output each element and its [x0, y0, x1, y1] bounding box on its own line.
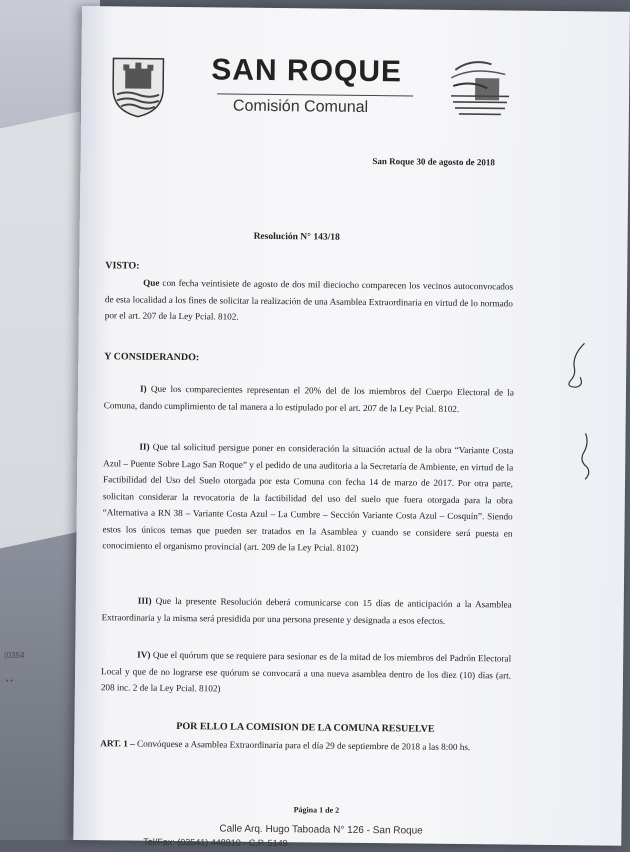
lake-landscape-icon: [447, 56, 514, 119]
resuelve-heading: POR ELLO LA COMISION DE LA COMUNA RESUELVE: [176, 721, 435, 735]
document-page: [73, 6, 630, 849]
brand-subtitle: Comisión Comunal: [232, 97, 369, 117]
article-label: ART. 1 –: [100, 738, 135, 749]
footer-phone: Tel/Fax: (03541) 448810 - C.P. 5149: [143, 836, 288, 849]
brand-divider: [217, 93, 413, 96]
background-paper-sheet: [0, 111, 80, 548]
article-1: [100, 735, 510, 756]
resolution-title: Resolución N° 143/18: [253, 231, 340, 243]
footer-address: Calle Arq. Hugo Taboada N° 126 - San Roque: [219, 823, 423, 837]
item-number: II): [139, 441, 150, 452]
visto-lead: Que: [143, 277, 160, 288]
item-text: Que la presente Resolución deberá comunicarse con 15 días de anticipación a la Asamblea Extraordinaria y la misma será presidida por una persona presente y designada a esos efectos.: [101, 595, 512, 626]
coat-of-arms-icon: [107, 54, 170, 119]
document-date: San Roque 30 de agosto de 2018: [372, 156, 495, 168]
considerando-item: [104, 380, 514, 417]
item-number: IV): [137, 649, 151, 660]
item-text: Que tal solicitud persigue poner en consideración la situación actual de la obra “Variante Costa Azul – Puente Sobre Lago San Roque” y el pedido de una auditoria a la Secretaría de Ambiente, en virtud de la Factibilidad del Uso del Suelo otorgada por esta Comuna con fecha 14 de marzo de 2017. Por otra parte, solicitan considerar la revocatoria de la factibilidad del uso del suelo que fuera otorgada para la obra “Alternativa a RN 38 – Variante Costa Azul – La Cumbre – Sección Variante Costa Azul – Cosquín”. Siendo estos los únicos temas que pueden ser tratados en la Asamblea y cuando se considere será puesta en conocimiento el organismo provincial (art. 209 de la Ley Pcial. 8102): [102, 441, 514, 553]
item-number: I): [139, 383, 147, 394]
item-text: Que los comparecientes representan el 20% del de los miembros del Cuerpo Electoral de la Comuna, dando cumplimiento de tal manera a lo estipulado por el art. 207 de la Ley Pcial. 8102.: [103, 383, 515, 414]
item-text: Que el quórum que se requiere para sesionar es de la mitad de los miembros del Padrón Electoral Local y que de no lograrse ese quórum se convocará a una nueva asamblea dentro de los diez (10) días (art. 208 inc. 2 de la Ley Pcial. 8102): [100, 649, 512, 694]
handwritten-mark: [564, 341, 595, 391]
considerando-item: [101, 646, 511, 700]
considerando-heading: Y CONSIDERANDO:: [104, 351, 200, 364]
background-stamp-text: (0354: [4, 651, 25, 660]
considerando-item: [102, 592, 512, 629]
article-text: Convóquese a Asamblea Extraordinaria para el día 29 de septiembre de 2018 a las 8:00 hs.: [134, 738, 471, 753]
visto-text: con fecha veintisiete de agosto de dos mil dieciocho comparecen los vecinos autoconvocados de esta localidad a los fines de solicitar la realización de una Asamblea Extraordinaria en virtud de lo normado por el art. 207 de la Ley Pcial. 8102.: [104, 277, 514, 322]
handwritten-mark: [575, 431, 596, 481]
page-number: Página 1 de 2: [293, 805, 340, 815]
considerando-item: [102, 438, 513, 558]
brand-title: SAN ROQUE: [211, 53, 403, 89]
background-stamp-dots: • •: [6, 678, 13, 685]
item-number: III): [137, 595, 152, 606]
visto-heading: VISTO:: [105, 260, 140, 272]
visto-paragraph: [105, 274, 513, 328]
